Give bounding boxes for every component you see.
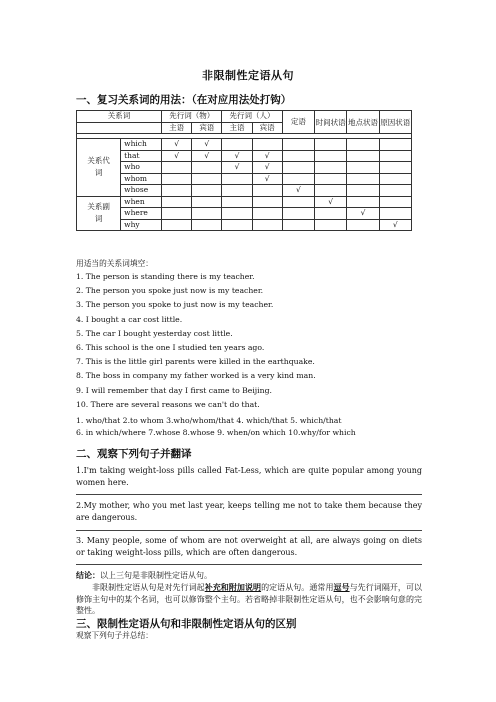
fill-item: 8. The boss in company my father worked is a very kind man. xyxy=(76,371,316,381)
conclusion-paragraph xyxy=(76,582,422,617)
check-cell: √ xyxy=(192,150,222,162)
table-row xyxy=(77,196,412,208)
check-cell xyxy=(347,185,379,197)
conclusion-heading xyxy=(76,570,422,582)
check-cell: √ xyxy=(222,162,252,174)
fill-item: 4. I bought a car cost little. xyxy=(76,314,183,324)
check-cell xyxy=(162,162,192,174)
check-cell: √ xyxy=(162,150,192,162)
header-subject-thing: 主语 xyxy=(162,122,192,134)
fill-item: 6. This school is the one I studied ten years ago. xyxy=(76,343,265,352)
check-cell xyxy=(252,219,282,231)
check-cell xyxy=(192,185,222,197)
relative-word-cell: that xyxy=(121,150,162,162)
table-body xyxy=(77,139,412,231)
table-row xyxy=(77,150,412,162)
table-row xyxy=(77,208,412,220)
group-relative-pronoun: 关系代词 xyxy=(77,139,121,197)
check-cell: √ xyxy=(192,139,222,151)
check-cell: √ xyxy=(282,185,314,197)
answer-rule-3 xyxy=(76,564,422,565)
page-title: 非限制性定语从句 xyxy=(202,69,294,82)
relative-word-table xyxy=(76,110,412,231)
check-cell xyxy=(222,219,252,231)
table-row xyxy=(77,185,412,197)
check-cell xyxy=(252,185,282,197)
relative-word-cell: who xyxy=(121,162,162,174)
answer-line-2: 6. in which/where 7.whose 8.whose 9. when/on which 10.why/for which xyxy=(76,428,356,437)
relative-word-cell: why xyxy=(121,219,162,231)
conclusion-emphasis-1: 补充和附加说明 xyxy=(204,582,262,592)
check-cell xyxy=(379,196,411,208)
header-place-adverbial: 地点状语 xyxy=(347,111,379,134)
check-cell xyxy=(162,173,192,185)
check-cell xyxy=(315,208,347,220)
check-cell xyxy=(252,208,282,220)
check-cell xyxy=(222,208,252,220)
header-time-adverbial: 时间状语 xyxy=(315,111,347,134)
check-cell xyxy=(315,219,347,231)
conclusion-label: 结论： xyxy=(76,570,100,580)
section3-subtitle: 观察下列句子并总结： xyxy=(76,631,153,640)
header-subject-person: 主语 xyxy=(222,122,252,134)
relative-word-cell: whose xyxy=(121,185,162,197)
check-cell xyxy=(162,196,192,208)
fill-item: 1. The person is standing there is my teacher. xyxy=(76,272,255,281)
check-cell xyxy=(282,162,314,174)
check-cell xyxy=(282,150,314,162)
check-cell: √ xyxy=(162,139,192,151)
fill-item: 9. I will remember that day I first came to Beijing. xyxy=(76,385,272,395)
check-cell xyxy=(347,219,379,231)
check-cell xyxy=(347,139,379,151)
check-cell xyxy=(282,208,314,220)
table-row xyxy=(77,173,412,185)
check-cell xyxy=(222,185,252,197)
check-cell xyxy=(379,173,411,185)
header-object-person: 宾语 xyxy=(252,122,282,134)
check-cell xyxy=(282,173,314,185)
check-cell xyxy=(162,185,192,197)
check-cell xyxy=(192,219,222,231)
header-blank xyxy=(77,122,162,134)
check-cell xyxy=(315,185,347,197)
relative-word-cell: whom xyxy=(121,173,162,185)
conclusion-part-1: 非限制性定语从句是对先行词起 xyxy=(92,583,205,592)
conclusion-emphasis-2: 逗号 xyxy=(333,582,350,592)
sentence-2: 2.My mother, who you met last year, keeps telling me not to take them because they are dangerous. xyxy=(76,501,422,522)
check-cell xyxy=(162,219,192,231)
check-cell xyxy=(315,139,347,151)
answer-rule-2 xyxy=(76,530,422,531)
check-cell xyxy=(282,219,314,231)
group-relative-adverb: 关系副词 xyxy=(77,196,121,231)
conclusion-part-3: 与先行词隔开，可以修饰主句中的某个名词，也可以修饰整个主句。若省略掉非限制性定语从句，也不会影响句意的完整性。 xyxy=(76,583,423,615)
header-reason-adverbial: 原因状语 xyxy=(379,111,411,134)
check-cell xyxy=(379,139,411,151)
check-cell: √ xyxy=(379,219,411,231)
section2-heading: 二、观察下列句子并翻译 xyxy=(76,448,192,460)
check-cell xyxy=(379,162,411,174)
check-cell: √ xyxy=(315,196,347,208)
check-cell xyxy=(379,185,411,197)
check-cell xyxy=(192,208,222,220)
check-cell xyxy=(347,173,379,185)
check-cell: √ xyxy=(252,150,282,162)
check-cell xyxy=(192,196,222,208)
fill-item: 2. The person you spoke just now is my teacher. xyxy=(76,286,264,296)
check-cell xyxy=(192,173,222,185)
header-attributive: 定语 xyxy=(282,111,314,134)
header-antecedent-person: 先行词（人） xyxy=(222,111,282,123)
section1-heading: 一、复习关系词的用法：（在对应用法处打钩） xyxy=(76,94,292,106)
check-cell xyxy=(347,162,379,174)
check-cell xyxy=(222,196,252,208)
sentence-3: 3. Many people, some of whom are not overweight at all, are always going on diets or taking weight-loss pills, which are often dangerous. xyxy=(76,536,422,557)
answer-rule-1 xyxy=(76,494,422,495)
check-cell xyxy=(379,150,411,162)
fill-item: 5. The car I bought yesterday cost little. xyxy=(76,328,233,338)
section3-heading: 三、限制性定语从句和非限制性定语从句的区别 xyxy=(76,618,297,630)
check-cell xyxy=(282,139,314,151)
answer-line-1: 1. who/that 2.to whom 3.who/whom/that 4. which/that 5. which/that xyxy=(76,416,342,425)
check-cell: √ xyxy=(222,150,252,162)
check-cell: √ xyxy=(252,162,282,174)
table-row xyxy=(77,162,412,174)
check-cell xyxy=(162,208,192,220)
header-antecedent-thing: 先行词（物） xyxy=(162,111,222,123)
check-cell xyxy=(315,150,347,162)
check-cell xyxy=(315,173,347,185)
fill-item: 3. The person you spoke to just now is my teacher. xyxy=(76,300,274,310)
check-cell xyxy=(192,162,222,174)
check-cell xyxy=(347,196,379,208)
relative-word-cell: where xyxy=(121,208,162,220)
conclusion-part-2: 的定语从句。通常用 xyxy=(261,583,334,592)
fill-intro: 用适当的关系词填空： xyxy=(76,259,153,268)
relative-word-cell: when xyxy=(121,196,162,208)
check-cell xyxy=(347,150,379,162)
header-relword: 关系词 xyxy=(77,111,162,123)
check-cell xyxy=(222,139,252,151)
header-object-thing: 宾语 xyxy=(192,122,222,134)
conclusion-text: 以上三句是非限制性定语从句。 xyxy=(100,571,212,580)
check-cell: √ xyxy=(347,208,379,220)
table-header-row xyxy=(77,111,412,123)
check-cell xyxy=(379,208,411,220)
table-row xyxy=(77,219,412,231)
check-cell xyxy=(252,196,282,208)
check-cell xyxy=(282,196,314,208)
sentence-1: 1.I'm taking weight-loss pills called Fat-Less, which are quite popular among young women here. xyxy=(76,466,422,487)
fill-item: 10. There are several reasons we can't do that. xyxy=(76,399,260,409)
check-cell xyxy=(315,162,347,174)
table-row xyxy=(77,139,412,151)
check-cell: √ xyxy=(252,173,282,185)
fill-item: 7. This is the little girl parents were killed in the earthquake. xyxy=(76,357,315,367)
check-cell xyxy=(252,139,282,151)
relative-word-cell: which xyxy=(121,139,162,151)
check-cell xyxy=(222,173,252,185)
